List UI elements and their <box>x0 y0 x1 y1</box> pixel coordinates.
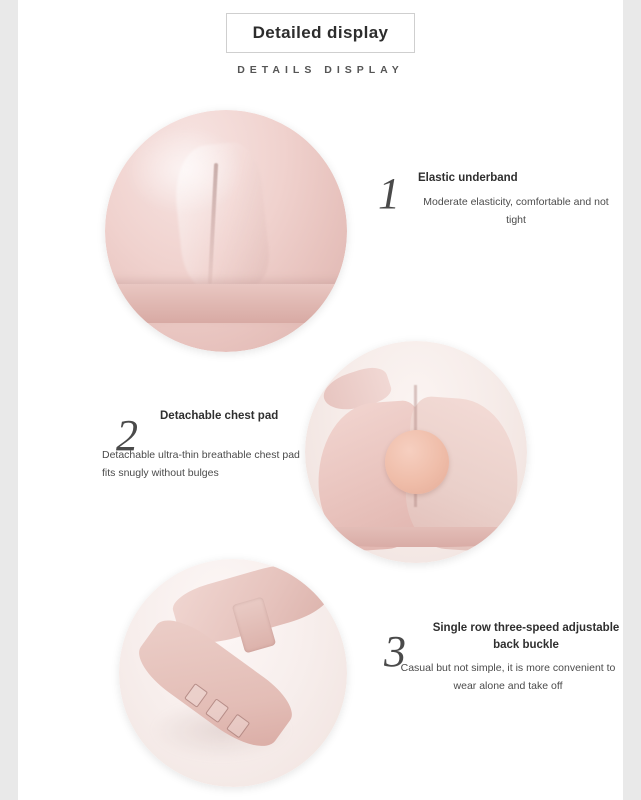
feature-2-heading: Detachable chest pad <box>160 410 279 422</box>
back-buckle-photo <box>119 559 347 787</box>
feature-2-number: 2 <box>116 411 138 460</box>
fabric-surface <box>105 110 347 352</box>
bottom-hem <box>309 527 522 547</box>
eyelet-3 <box>226 713 250 738</box>
feature-3-number: 3 <box>384 627 406 676</box>
feature-1-body: Moderate elasticity, comfortable and not tight <box>423 195 609 226</box>
feature-1-heading: Elastic underband <box>418 172 518 184</box>
eyelet-1 <box>184 683 208 708</box>
eyelet-2 <box>205 698 229 723</box>
feature-3-body: Casual but not simple, it is more convenient to wear alone and take off <box>400 662 616 693</box>
feature-3-heading: Single row three-speed adjustable back buckle <box>432 622 620 651</box>
feature-1-caption <box>378 170 618 229</box>
title-box <box>226 13 416 53</box>
product-detail-sheet <box>18 0 623 800</box>
page-title: Detailed display <box>252 23 389 42</box>
bra-cups-surface <box>305 341 527 563</box>
elastic-underband-photo <box>105 110 347 352</box>
back-strap-surface <box>119 559 347 787</box>
elastic-band <box>105 284 347 323</box>
feature-1-number: 1 <box>378 169 400 218</box>
header <box>18 0 623 76</box>
page-subtitle: DETAILS DISPLAY <box>237 64 404 76</box>
chest-pad <box>385 430 449 494</box>
feature-2-body: Detachable ultra-thin breathable chest pad fits snugly without bulges <box>102 448 300 479</box>
fabric-fold <box>170 140 272 293</box>
feature-2-caption <box>102 408 302 482</box>
detachable-chest-pad-photo <box>305 341 527 563</box>
feature-3-caption <box>378 620 628 696</box>
